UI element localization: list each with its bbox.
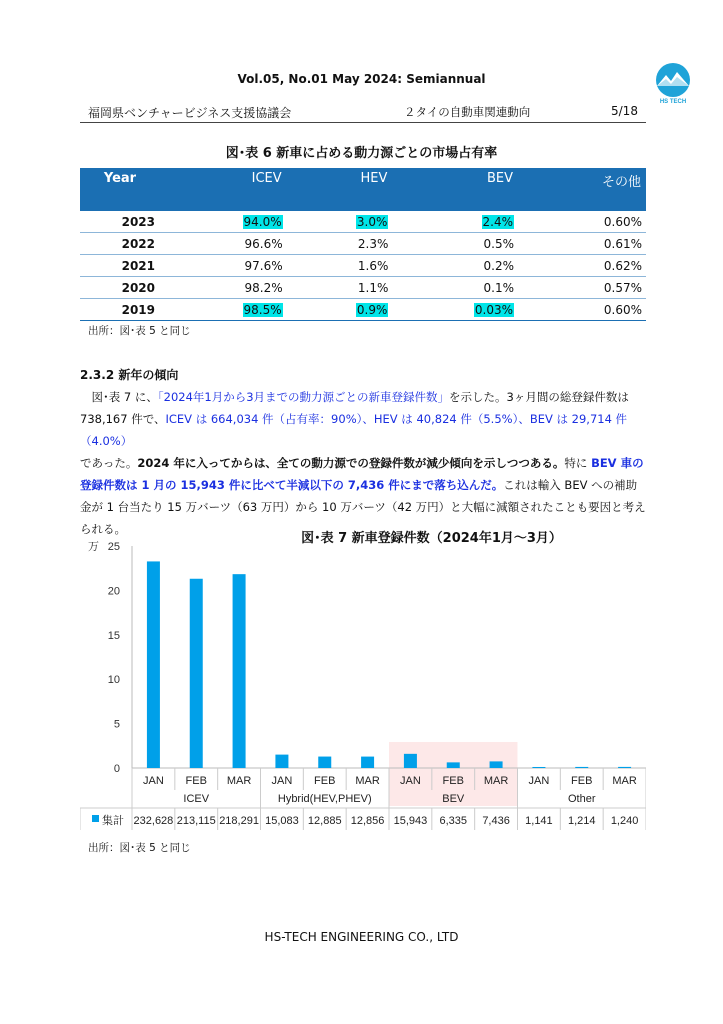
page-footer: HS-TECH ENGINEERING CO., LTD (264, 930, 459, 944)
y-tick-label: 25 (107, 541, 120, 553)
cell-bev: 0.5% (392, 233, 518, 255)
x-group-label: BEV (442, 793, 465, 805)
cell-bev: 0.1% (392, 277, 518, 299)
market-share-table (80, 168, 646, 321)
data-table-value: 15,083 (265, 815, 299, 827)
cell-year: 2020 (80, 277, 161, 299)
cell-year: 2022 (80, 233, 161, 255)
paragraph-line (80, 474, 646, 496)
section-paragraph (80, 386, 646, 540)
data-table-value: 213,115 (176, 815, 216, 827)
x-month-label: FEB (571, 775, 593, 787)
text-run: 図･表 7 に、 (91, 390, 158, 404)
col-bev: BEV (392, 168, 518, 211)
text-run-bold: 2024 年に入ってからは、全ての動力源での登録件数が減少傾向を示しつつある。 (137, 456, 565, 470)
table-row (80, 277, 646, 299)
bar (361, 757, 374, 768)
table-row (80, 211, 646, 233)
data-table-value: 1,240 (610, 815, 639, 827)
cell-icev: 97.6% (161, 255, 287, 277)
page-number: 5/18 (611, 104, 638, 118)
text-run: 金が 1 台当たり 15 万バーツ（63 万円）から 10 万バーツ（42 万円）と大幅に減額されたことも要因と考え (80, 500, 646, 514)
table6-title: 図･表 6 新車に占める動力源ごとの市場占有率 (225, 146, 498, 161)
x-group-label: Other (567, 793, 596, 805)
paragraph-line (80, 496, 646, 518)
table-row (80, 233, 646, 255)
chart7-title: 図･表 7 新車登録件数（2024年1月～3月） (301, 531, 562, 546)
y-axis-unit-label: 万 (88, 540, 99, 553)
paragraph-line (80, 386, 646, 408)
bar (275, 755, 288, 768)
data-table-value: 12,856 (350, 815, 385, 827)
col-icev: ICEV (161, 168, 287, 211)
x-month-label: MAR (226, 775, 252, 787)
x-month-label: JAN (271, 775, 293, 787)
x-group-label: Hybrid(HEV,PHEV) (277, 793, 372, 805)
paragraph-line (80, 408, 646, 452)
bar (490, 761, 503, 768)
y-tick-label: 5 (113, 718, 120, 731)
cell-icev-value: 94.0% (243, 214, 282, 229)
bar (618, 767, 631, 768)
x-month-label: FEB (185, 775, 207, 787)
header-section-title: ２タイの自動車関連動向 (404, 105, 531, 119)
cell-icev-value: 98.5% (243, 302, 282, 317)
col-other: その他 (518, 168, 646, 211)
cell-hev: 1.1% (287, 277, 393, 299)
x-month-label: MAR (483, 775, 509, 787)
volume-line: Vol.05, No.01 May 2024: Semiannual (237, 72, 486, 86)
cell-year: 2023 (80, 211, 161, 233)
chart7-source: 出所：図･表 5 と同じ (88, 842, 191, 854)
cell-bev (392, 299, 518, 321)
col-hev: HEV (287, 168, 393, 211)
registration-bar-chart (80, 530, 646, 830)
y-tick-label: 10 (107, 674, 120, 687)
text-run: であった。 (80, 456, 138, 470)
text-run: 特に (564, 456, 592, 470)
text-run: られる。 (80, 522, 126, 536)
y-tick-label: 15 (107, 629, 120, 642)
x-group-label: ICEV (183, 793, 210, 805)
cell-other: 0.57% (518, 277, 646, 299)
bar (190, 579, 203, 768)
logo-text: HS TECH (659, 99, 687, 105)
text-run-blue: ICEV は 664,034 件（占有率：90%）、HEV は 40,824 件（5.5%）、BEV は 29,714 件（4.0%） (80, 412, 628, 448)
x-month-label: JAN (528, 775, 550, 787)
x-month-label: FEB (314, 775, 336, 787)
cell-icev: 98.2% (161, 277, 287, 299)
y-tick-label: 20 (107, 585, 120, 598)
mountain-logo-icon (655, 62, 691, 106)
data-table-value: 1,214 (567, 815, 596, 827)
x-month-label: FEB (442, 775, 464, 787)
bar (575, 767, 588, 768)
data-table-value: 6,335 (439, 815, 468, 827)
cell-bev (392, 211, 518, 233)
text-run: を示した。3ヶ月間の総登録件数は (449, 390, 629, 404)
table-row (80, 299, 646, 321)
cell-icev: 96.6% (161, 233, 287, 255)
cell-hev (287, 299, 393, 321)
cell-hev: 2.3% (287, 233, 393, 255)
text-run: これは輸入 BEV への補助 (503, 478, 638, 492)
y-tick-label: 0 (113, 763, 120, 775)
paragraph-line (80, 452, 646, 474)
cell-bev-value: 2.4% (482, 214, 514, 229)
data-table-value: 232,628 (133, 815, 174, 827)
cell-year: 2019 (80, 299, 161, 321)
cell-hev: 1.6% (287, 255, 393, 277)
data-table-value: 218,291 (219, 815, 259, 827)
x-month-label: MAR (355, 775, 380, 787)
text-run-blue: 「2024年1月から3月までの動力源ごとの新車登録件数」 (157, 390, 450, 404)
legend-label: 集計 (102, 814, 124, 827)
cell-other: 0.62% (518, 255, 646, 277)
text-run: 738,167 件で、 (80, 412, 166, 426)
cell-bev-value: 0.03% (474, 302, 514, 317)
x-month-label: JAN (400, 775, 421, 787)
bar (532, 767, 545, 768)
col-year: Year (80, 168, 161, 211)
data-table-value: 7,436 (482, 815, 510, 827)
bar (318, 757, 331, 768)
cell-year: 2021 (80, 255, 161, 277)
data-table-value: 15,943 (393, 815, 428, 827)
legend-swatch (92, 815, 99, 822)
text-run-blue-bold: 登録件数は 1 月の 15,943 件に比べて半減以下の 7,436 件にまで落ち込んだ。 (80, 478, 504, 492)
bar (447, 762, 460, 768)
cell-bev: 0.2% (392, 255, 518, 277)
header-organization: 福岡県ベンチャービジネス支援協議会 (88, 106, 292, 120)
x-month-label: MAR (612, 775, 637, 787)
cell-hev-value: 3.0% (356, 214, 388, 229)
cell-other: 0.60% (518, 211, 646, 233)
bar (147, 561, 160, 768)
cell-icev (161, 211, 287, 233)
table6-source: 出所：図･表 5 と同じ (88, 325, 191, 337)
cell-hev (287, 211, 393, 233)
data-table-value: 12,885 (307, 815, 342, 827)
section-heading: 2.3.2 新年の傾向 (80, 368, 179, 382)
data-table-value: 1,141 (525, 815, 553, 827)
text-run-blue-bold: BEV 車の (591, 456, 644, 470)
cell-icev (161, 299, 287, 321)
table-row (80, 255, 646, 277)
cell-hev-value: 0.9% (356, 302, 388, 317)
x-month-label: JAN (143, 775, 164, 787)
cell-other: 0.61% (518, 233, 646, 255)
bar (404, 754, 417, 768)
bar (233, 574, 246, 768)
table-header-row (80, 168, 646, 211)
header-divider (80, 122, 646, 123)
cell-other: 0.60% (518, 299, 646, 321)
